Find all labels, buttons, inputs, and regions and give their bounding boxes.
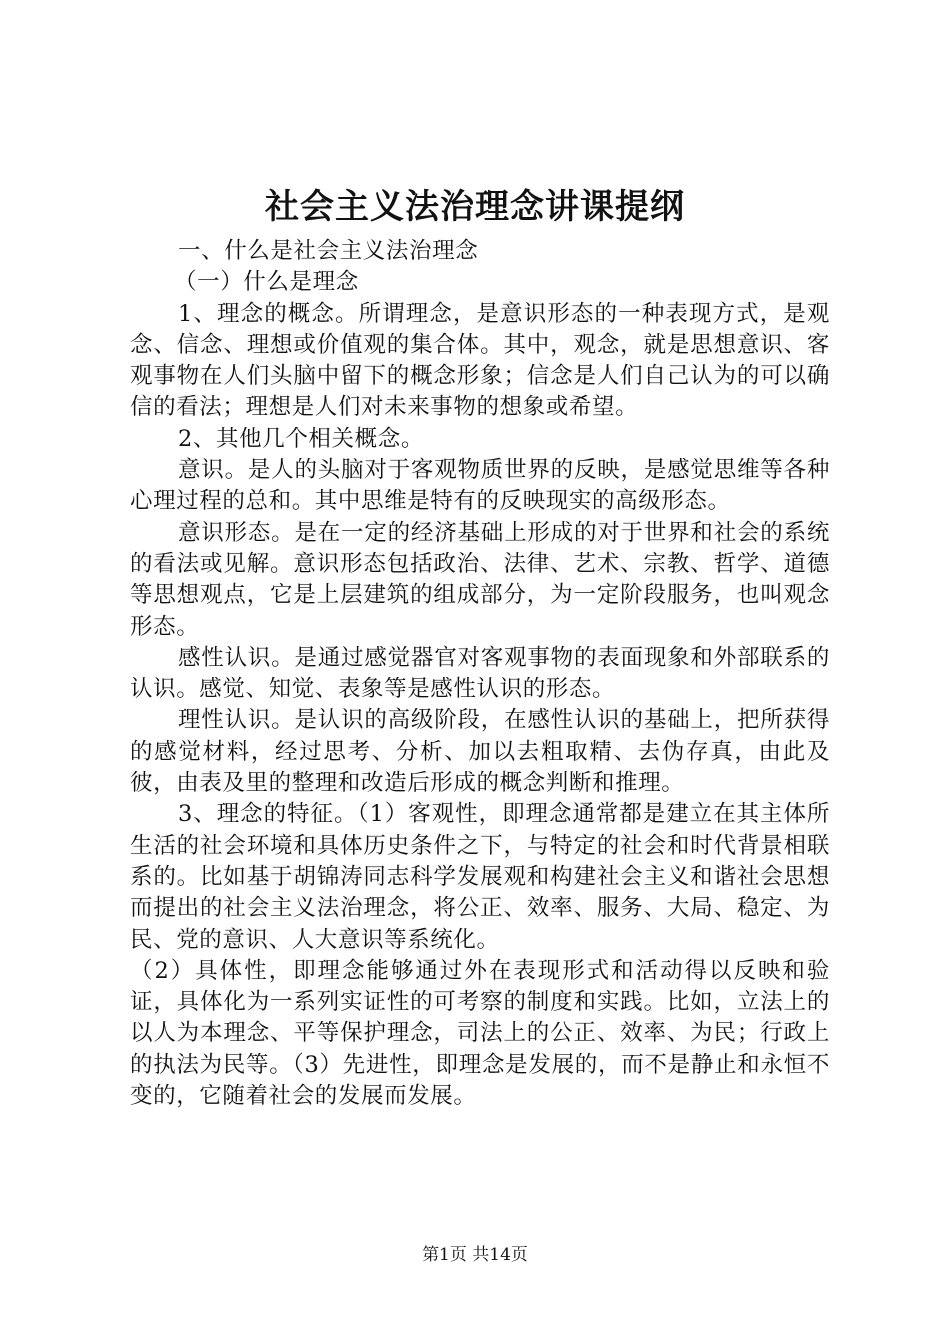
paragraph-perceptual-cognition: 感性认识。是通过感觉器官对客观事物的表面现象和外部联系的认识。感觉、知觉、表象等是感性认识的形态。 (130, 644, 830, 703)
paragraph-rational-cognition: 理性认识。是认识的高级阶段，在感性认识的基础上，把所获得的感觉材料，经过思考、分析、加以去粗取精、去伪存真，由此及彼，由表及里的整理和改造后形成的概念判断和推理。 (130, 707, 830, 797)
document-title: 社会主义法治理念讲课提纲 (265, 187, 685, 227)
paragraph-consciousness: 意识。是人的头脑对于客观物质世界的反映，是感觉思维等各种心理过程的总和。其中思维是特有的反映现实的高级形态。 (130, 457, 830, 515)
paragraph-ideology: 意识形态。是在一定的经济基础上形成的对于世界和社会的系统的看法或见解。意识形态包括政治、法律、艺术、宗教、哲学、道德等思想观点，它是上层建筑的组成部分，为一定阶段服务，也叫观念形态。 (130, 519, 830, 640)
page-footer: 第1页 共14页 (422, 1245, 528, 1265)
document-body (130, 236, 830, 1112)
paragraph-features: 3、理念的特征。（1）客观性，即理念通常都是建立在其主体所生活的社会环境和具体历史条件之下，与特定的社会和时代背景相联系的。比如基于胡锦涛同志科学发展观和构建社会主义和谐社会思想而提出的社会主义法治理念，将公正、效率、服务、大局、稳定、为民、党的意识、人大意识等系统化。 (130, 801, 830, 953)
paragraph-features-continued: （2）具体性，即理念能够通过外在表现形式和活动得以反映和验证，具体化为一系列实证性的可考察的制度和实践。比如，立法上的以人为本理念、平等保护理念，司法上的公正、效率、为民；行政上的执法为民等。（3）先进性，即理念是发展的，而不是静止和永恒不变的，它随着社会的发展而发展。 (130, 957, 830, 1110)
section-heading-2: （一）什么是理念 (174, 269, 359, 296)
paragraph-related-concepts: 2、其他几个相关概念。 (178, 425, 424, 452)
paragraph-concept: 1、理念的概念。所谓理念，是意识形态的一种表现方式，是观念、信念、理想或价值观的集合体。其中，观念，就是思想意识、客观事物在人们头脑中留下的概念形象；信念是人们自己认为的可以确信的看法；理想是人们对未来事物的想象或希望。 (130, 300, 830, 421)
section-heading-1: 一、什么是社会主义法治理念 (178, 238, 479, 264)
